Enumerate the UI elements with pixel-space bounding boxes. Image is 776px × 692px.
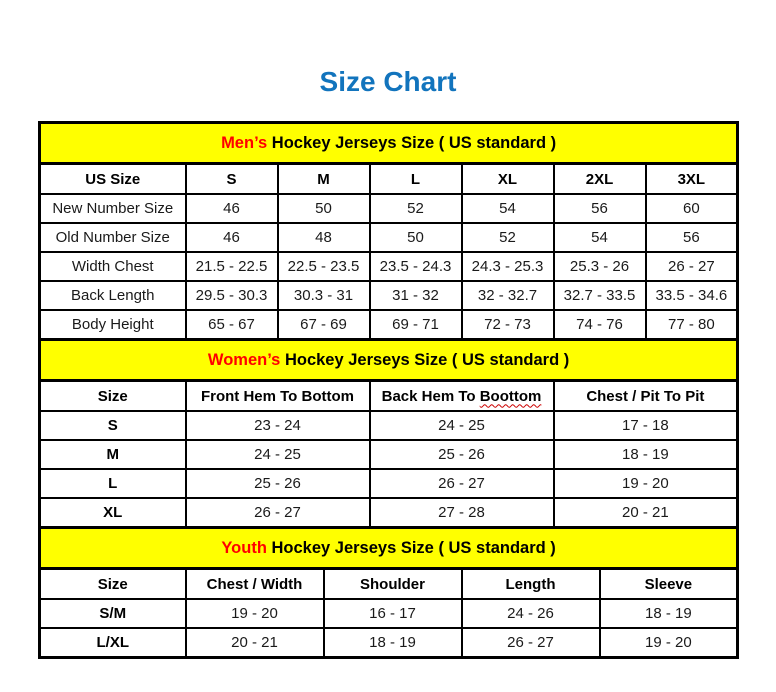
table-cell: 46: [186, 223, 278, 252]
table-cell: 20 - 21: [554, 498, 738, 528]
table-cell: 52: [462, 223, 554, 252]
row-label: L/XL: [40, 628, 186, 658]
table-cell: 52: [370, 194, 462, 223]
misspelled-word: Boottom: [479, 387, 542, 405]
table-cell: 33.5 - 34.6: [646, 281, 738, 310]
row-label: XL: [40, 498, 186, 528]
band-text-mens: Hockey Jerseys Size ( US standard ): [267, 133, 557, 152]
table-cell: 26 - 27: [646, 252, 738, 281]
row-label: Back Length: [40, 281, 186, 310]
column-header: 3XL: [646, 164, 738, 195]
table-cell: 69 - 71: [370, 310, 462, 340]
mens-header-row: [40, 164, 738, 195]
table-cell: 60: [646, 194, 738, 223]
table-cell: 17 - 18: [554, 411, 738, 440]
row-label: Old Number Size: [40, 223, 186, 252]
band-highlight-youth: Youth: [221, 538, 267, 557]
table-cell: 29.5 - 30.3: [186, 281, 278, 310]
table-cell: 23.5 - 24.3: [370, 252, 462, 281]
size-chart-container: [38, 121, 739, 659]
row-label: Width Chest: [40, 252, 186, 281]
table-cell: 48: [278, 223, 370, 252]
band-text-youth: Hockey Jerseys Size ( US standard ): [266, 538, 556, 557]
section-band-womens: [40, 340, 738, 381]
column-header: Size: [40, 381, 186, 412]
column-header: Chest / Pit To Pit: [554, 381, 738, 412]
column-header: Front Hem To Bottom: [186, 381, 370, 412]
table-cell: 18 - 19: [600, 599, 738, 628]
column-header: Sleeve: [600, 569, 738, 600]
band-highlight-mens: Men’s: [221, 133, 268, 152]
table-row: [40, 469, 738, 498]
table-cell: 25.3 - 26: [554, 252, 646, 281]
column-header: S: [186, 164, 278, 195]
section-band-youth: [40, 528, 738, 569]
row-label: S/M: [40, 599, 186, 628]
table-row: [40, 281, 738, 310]
table-cell: 19 - 20: [600, 628, 738, 658]
row-label: Body Height: [40, 310, 186, 340]
row-label: New Number Size: [40, 194, 186, 223]
table-cell: 24.3 - 25.3: [462, 252, 554, 281]
table-cell: 50: [370, 223, 462, 252]
table-cell: 24 - 25: [186, 440, 370, 469]
table-cell: 26 - 27: [370, 469, 554, 498]
column-header: [370, 381, 554, 412]
table-cell: 32 - 32.7: [462, 281, 554, 310]
page-title: Size Chart: [319, 66, 457, 97]
table-cell: 19 - 20: [554, 469, 738, 498]
table-cell: 22.5 - 23.5: [278, 252, 370, 281]
table-cell: 24 - 26: [462, 599, 600, 628]
table-cell: 19 - 20: [186, 599, 324, 628]
table-cell: 25 - 26: [370, 440, 554, 469]
column-header: US Size: [40, 164, 186, 195]
table-cell: 27 - 28: [370, 498, 554, 528]
table-row: [40, 310, 738, 340]
table-cell: 31 - 32: [370, 281, 462, 310]
table-cell: 65 - 67: [186, 310, 278, 340]
column-header: M: [278, 164, 370, 195]
column-header: Shoulder: [324, 569, 462, 600]
table-cell: 18 - 19: [554, 440, 738, 469]
table-row: [40, 440, 738, 469]
table-cell: 16 - 17: [324, 599, 462, 628]
table-cell: 77 - 80: [646, 310, 738, 340]
column-header: Length: [462, 569, 600, 600]
table-cell: 23 - 24: [186, 411, 370, 440]
row-label: M: [40, 440, 186, 469]
table-cell: 74 - 76: [554, 310, 646, 340]
column-header: 2XL: [554, 164, 646, 195]
table-cell: 25 - 26: [186, 469, 370, 498]
table-cell: 50: [278, 194, 370, 223]
table-cell: 20 - 21: [186, 628, 324, 658]
table-row: [40, 411, 738, 440]
section-band-youth-cell: [40, 528, 738, 569]
table-cell: 26 - 27: [462, 628, 600, 658]
youth-header-row: [40, 569, 738, 600]
section-band-womens-cell: [40, 340, 738, 381]
table-cell: 30.3 - 31: [278, 281, 370, 310]
table-cell: 56: [646, 223, 738, 252]
column-header: Chest / Width: [186, 569, 324, 600]
table-row: [40, 498, 738, 528]
table-cell: 67 - 69: [278, 310, 370, 340]
section-band-mens-cell: [40, 123, 738, 164]
table-cell: 72 - 73: [462, 310, 554, 340]
band-text-womens: Hockey Jerseys Size ( US standard ): [280, 350, 570, 369]
womens-header-row: [40, 381, 738, 412]
row-label: S: [40, 411, 186, 440]
table-cell: 18 - 19: [324, 628, 462, 658]
table-row: [40, 252, 738, 281]
table-cell: 21.5 - 22.5: [186, 252, 278, 281]
table-cell: 54: [554, 223, 646, 252]
table-cell: 46: [186, 194, 278, 223]
column-header-text: Back Hem To: [381, 387, 480, 405]
table-row: [40, 599, 738, 628]
row-label: L: [40, 469, 186, 498]
table-row: [40, 194, 738, 223]
table-row: [40, 223, 738, 252]
size-chart-table: [38, 121, 739, 659]
column-header: Size: [40, 569, 186, 600]
table-cell: 24 - 25: [370, 411, 554, 440]
column-header: XL: [462, 164, 554, 195]
section-band-mens: [40, 123, 738, 164]
table-cell: 26 - 27: [186, 498, 370, 528]
band-highlight-womens: Women’s: [207, 350, 281, 369]
table-cell: 54: [462, 194, 554, 223]
column-header: L: [370, 164, 462, 195]
table-row: [40, 628, 738, 658]
table-cell: 56: [554, 194, 646, 223]
table-cell: 32.7 - 33.5: [554, 281, 646, 310]
